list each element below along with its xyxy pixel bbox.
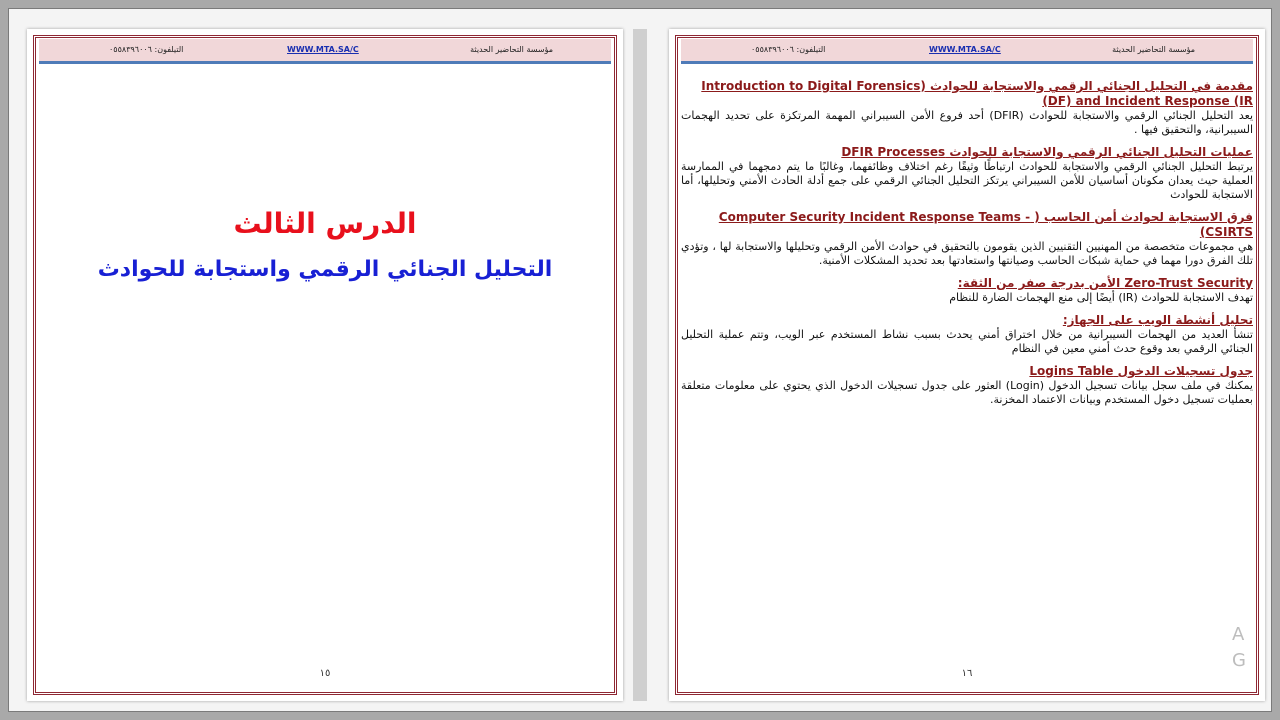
section <box>681 79 1253 137</box>
section-body: تنشأ العديد من الهجمات السيبرانية من خلال اختراق أمني يحدث بسبب نشاط المستخدم عبر الويب، وتتم عملية التحليل الجنائي الرقمي بعد وقوع حدث أمني معين في النظام <box>681 328 1253 355</box>
section-body: تهدف الاستجابة للحوادث (IR) أيضًا إلى منع الهجمات الضارة للنظام <box>949 291 1253 304</box>
page-15 <box>27 29 623 701</box>
header-url-link[interactable]: WWW.MTA.SA/C <box>929 45 1001 54</box>
section-body: يرتبط التحليل الجنائي الرقمي والاستجابة للحوادث ارتباطًا وثيقًا رغم اختلاف وظائفهما، وغالبًا ما يتم دمجهما في الممارسة العملية حيث يعدان مكونان أساسيان للأمن السيبراني يرتكز التحليل الجنائي الرقمي على جمع أدلة الحادث الأمني وتحليلها، أما الاستجابة للحوادث <box>681 160 1253 201</box>
page-gutter <box>633 29 647 701</box>
section-title: تحليل أنشطة الويب على الجهاز: <box>1062 313 1253 327</box>
page-number: ١٦ <box>961 668 973 679</box>
section <box>681 276 1253 305</box>
section-title: مقدمة في التحليل الجنائي الرقمي والاستجابة للحوادث (Introduction to Digital Forensics (DF) and Incident Response (IR <box>701 79 1253 108</box>
section <box>681 313 1253 356</box>
section <box>681 145 1253 202</box>
lesson-subtitle: التحليل الجنائي الرقمي واستجابة للحوادث <box>97 257 553 282</box>
overlay-text: A G <box>1232 624 1246 671</box>
section <box>681 210 1253 268</box>
page-content <box>681 79 1253 415</box>
page-header <box>681 39 1253 64</box>
section-title: عمليات التحليل الجنائي الرقمي والاستجابة للحوادث DFIR Processes <box>841 145 1253 159</box>
header-org: مؤسسة التحاضير الحديثة <box>470 45 553 54</box>
section-title: Zero-Trust Security الأمن بدرجة صفر من الثقة: <box>957 276 1253 290</box>
page-number: ١٥ <box>319 668 331 679</box>
header-phone: التيلفون: ٠٥٥٨٣٩٦٠٠٦ <box>109 45 184 54</box>
header-url-link[interactable]: WWW.MTA.SA/C <box>287 45 359 54</box>
section-title: فرق الاستجابة لحوادث أمن الحاسب ( Computer Security Incident Response Teams - CSIRTS) <box>718 210 1253 239</box>
section <box>681 364 1253 407</box>
header-phone: التيلفون: ٠٥٥٨٣٩٦٠٠٦ <box>751 45 826 54</box>
header-org: مؤسسة التحاضير الحديثة <box>1112 45 1195 54</box>
page-16 <box>669 29 1265 701</box>
section-body: يمكنك في ملف سجل بيانات تسجيل الدخول (Login) العثور على جدول تسجيلات الدخول الذي يحتوي على معلومات متعلقة بعمليات تسجيل دخول المستخدم وبيانات الاعتماد المخزنة. <box>681 379 1253 406</box>
lesson-title: الدرس الثالث <box>233 207 417 240</box>
section-title: جدول تسجيلات الدخول Logins Table <box>1029 364 1253 378</box>
page-border <box>33 35 617 695</box>
section-body: هي مجموعات متخصصة من المهنيين التقنيين الذين يقومون بالتحقيق في حوادث الأمن الرقمي وتحليلها والاستجابة لها ، وتؤدي تلك الفرق دورا مهما في حماية شبكات الحاسب وصيانتها واستعادتها بعد تحديد المشكلات الأمنية. <box>681 240 1253 267</box>
section-body: يعد التحليل الجنائي الرقمي والاستجابة للحوادث (DFIR) أحد فروع الأمن السيبراني المهمة المرتكزة على تحديد الهجمات السيبرانية، والتحقيق فيها . <box>681 109 1254 136</box>
document-viewer <box>8 8 1272 712</box>
page-header <box>39 39 611 64</box>
